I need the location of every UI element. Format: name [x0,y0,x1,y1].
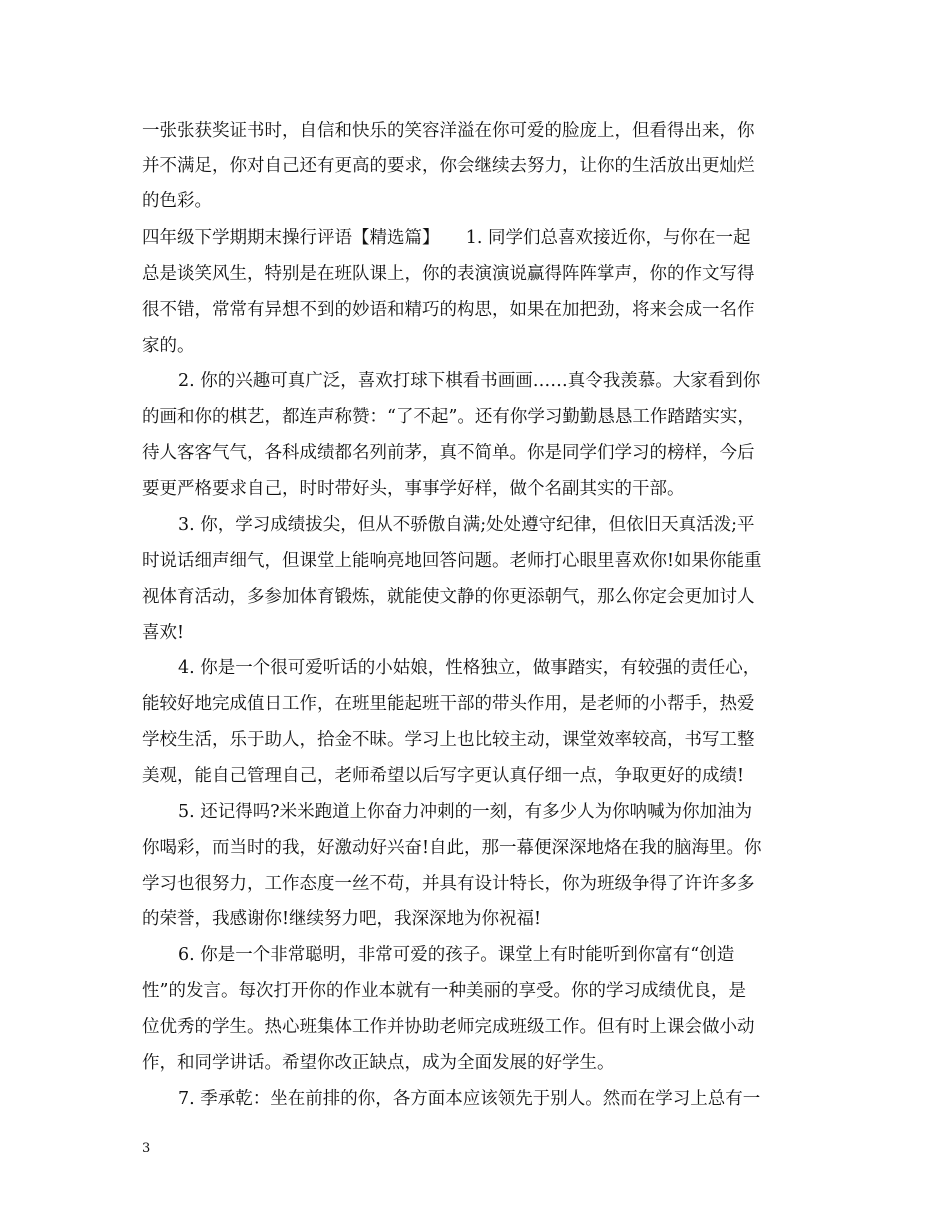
text-line: 的色彩。 [142,191,212,211]
text-line: 美观，能自己管理自己，老师希望以后写字更认真仔细一点，争取更好的成绩! [142,766,745,786]
text-line: 很不错，常常有异想不到的妙语和精巧的构思，如果在加把劲，将来会成一名作 [142,300,755,320]
text-line: 家的。 [142,336,195,356]
text-line: 时说话细声细气，但课堂上能响亮地回答问题。老师打心眼里喜欢你!如果你能重 [142,551,762,571]
text-line: 视体育活动，多参加体育锻炼，就能使文静的你更添朝气，那么你定会更加讨人 [142,587,755,607]
text-line: 作，和同学讲话。希望你改正缺点，成为全面发展的好学生。 [142,1053,615,1073]
text-line: 学习也很努力，工作态度一丝不苟，并具有设计特长，你为班级争得了许许多多 [142,874,755,894]
paragraph-start: 2. 你的兴趣可真广泛，喜欢打球下棋看书画画……真令我羡慕。大家看到你 [178,371,761,391]
paragraph-start: 3. 你，学习成绩拔尖，但从不骄傲自满;处处遵守纪律，但依旧天真活泼;平 [178,515,755,535]
text-line: 学校生活，乐于助人，拾金不昧。学习上也比较主动，课堂效率较高，书写工整 [142,730,755,750]
paragraph-start: 7. 季承乾：坐在前排的你，各方面本应该领先于别人。然而在学习上总有一 [178,1089,761,1109]
text-line: 待人客客气气，各科成绩都名列前茅，真不简单。你是同学们学习的榜样，今后 [142,443,755,463]
text-line: 一张张获奖证书时，自信和快乐的笑容洋溢在你可爱的脸庞上，但看得出来，你 [142,121,755,141]
page-number: 3 [142,1141,151,1156]
section-heading-line: 四年级下学期期末操行评语【精选篇】 1. 同学们总喜欢接近你，与你在一起 [142,228,751,248]
text-line: 性”的发言。每次打开你的作业本就有一种美丽的享受。你的学习成绩优良，是 [142,981,746,1001]
text-line: 的荣誉，我感谢你!继续努力吧，我深深地为你祝福! [142,909,542,929]
text-line: 并不满足，你对自己还有更高的要求，你会继续去努力，让你的生活放出更灿烂 [142,156,755,176]
paragraph-start: 4. 你是一个很可爱听话的小姑娘，性格独立，做事踏实，有较强的责任心， [178,658,761,678]
text-line: 要更严格要求自己，时时带好头，事事学好样，做个名副其实的干部。 [142,479,685,499]
text-line: 总是谈笑风生，特别是在班队课上，你的表演演说赢得阵阵掌声，你的作文写得 [142,264,755,284]
text-line: 喜欢! [142,623,185,643]
text-line: 你喝彩，而当时的我，好激动好兴奋!自此，那一幕便深深地烙在我的脑海里。你 [142,838,762,858]
text-line: 能较好地完成值日工作，在班里能起班干部的带头作用，是老师的小帮手，热爱 [142,694,755,714]
paragraph-start: 5. 还记得吗?米米跑道上你奋力冲刺的一刻，有多少人为你呐喊为你加油为 [178,802,753,822]
text-line: 的画和你的棋艺，都连声称赞：“了不起”。还有你学习勤勤恳恳工作踏踏实实， [142,407,755,427]
paragraph-start: 6. 你是一个非常聪明，非常可爱的孩子。课堂上有时能听到你富有“创造 [178,945,735,965]
text-line: 位优秀的学生。热心班集体工作并协助老师完成班级工作。但有时上课会做小动 [142,1017,755,1037]
